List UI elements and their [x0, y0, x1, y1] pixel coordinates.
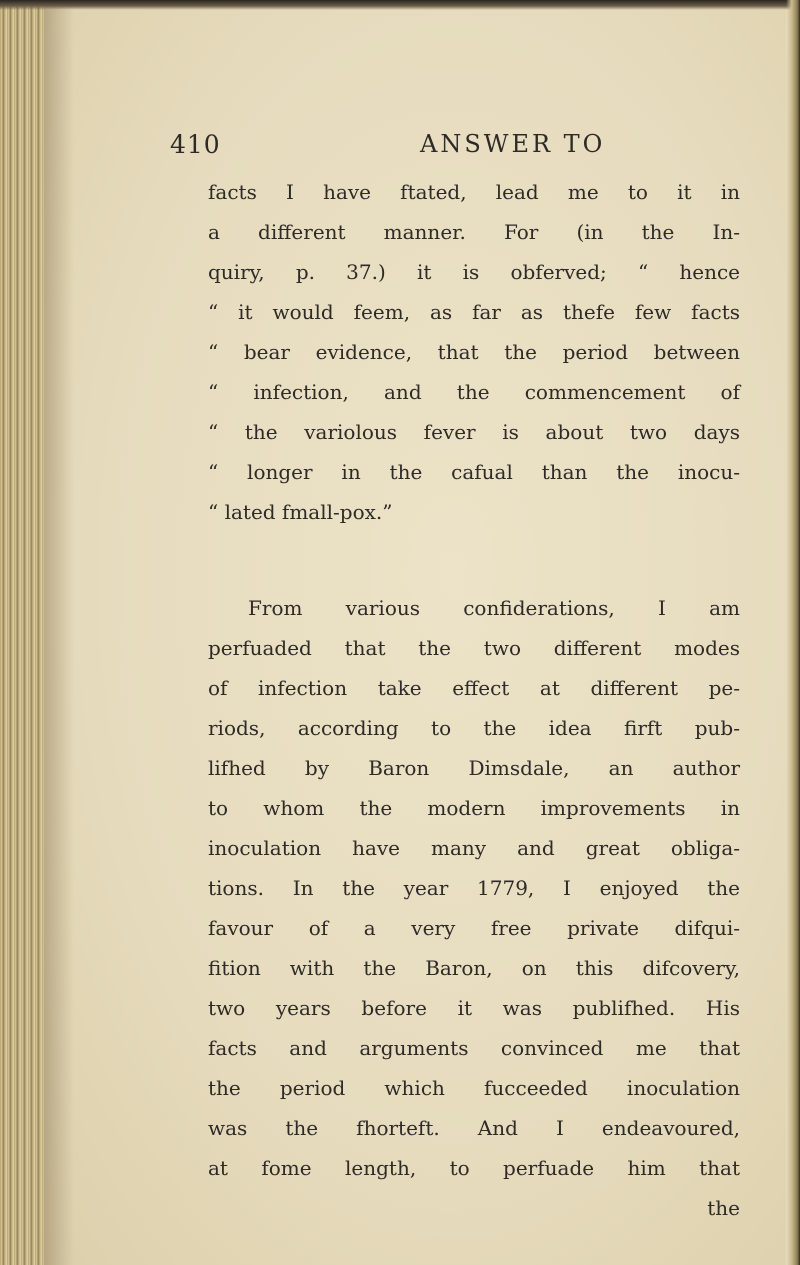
- gutter-shadow: [44, 0, 74, 1265]
- text-line: “ infection, and the commencement of: [208, 380, 740, 404]
- text-line: facts and arguments convinced me that: [208, 1036, 740, 1060]
- paragraph-1: [208, 172, 740, 532]
- running-head: [0, 130, 800, 170]
- paragraph-gap: [208, 532, 740, 588]
- text-line: of infection take effect at different pe-: [208, 676, 740, 700]
- text-line: fition with the Baron, on this difcovery,: [208, 956, 740, 980]
- book-edge-right: [786, 0, 800, 1265]
- running-title: ANSWER TO: [420, 130, 606, 158]
- paragraph-2: [208, 588, 740, 1188]
- text-line: “ bear evidence, that the period between: [208, 340, 740, 364]
- catchword: the: [707, 1196, 740, 1220]
- text-line: a different manner. For (in the In-: [208, 220, 740, 244]
- text-line: lifhed by Baron Dimsdale, an author: [208, 756, 740, 780]
- book-edge-top: [0, 0, 800, 10]
- text-line: favour of a very free private difqui-: [208, 916, 740, 940]
- text-line: was the fhorteft. And I endeavoured,: [208, 1116, 740, 1140]
- page-number: 410: [170, 130, 221, 159]
- text-line: “ it would feem, as far as thefe few facts: [208, 300, 740, 324]
- text-line: “ lated fmall-pox.”: [208, 500, 393, 524]
- text-line: “ the variolous fever is about two days: [208, 420, 740, 444]
- text-line: two years before it was publifhed. His: [208, 996, 740, 1020]
- body-text: [208, 172, 740, 1228]
- text-line: “ longer in the cafual than the inocu-: [208, 460, 740, 484]
- text-line: perfuaded that the two different modes: [208, 636, 740, 660]
- text-line: to whom the modern improvements in: [208, 796, 740, 820]
- text-line: riods, according to the idea firft pub-: [208, 716, 740, 740]
- text-line: facts I have ftated, lead me to it in: [208, 180, 740, 204]
- text-line: inoculation have many and great obliga-: [208, 836, 740, 860]
- book-page-edges-left: [0, 0, 44, 1265]
- text-line: at fome length, to perfuade him that: [208, 1156, 740, 1180]
- text-line: tions. In the year 1779, I enjoyed the: [208, 876, 740, 900]
- text-line: From various confiderations, I am: [248, 596, 740, 620]
- text-line: quiry, p. 37.) it is obferved; “ hence: [208, 260, 740, 284]
- text-line: the period which fucceeded inoculation: [208, 1076, 740, 1100]
